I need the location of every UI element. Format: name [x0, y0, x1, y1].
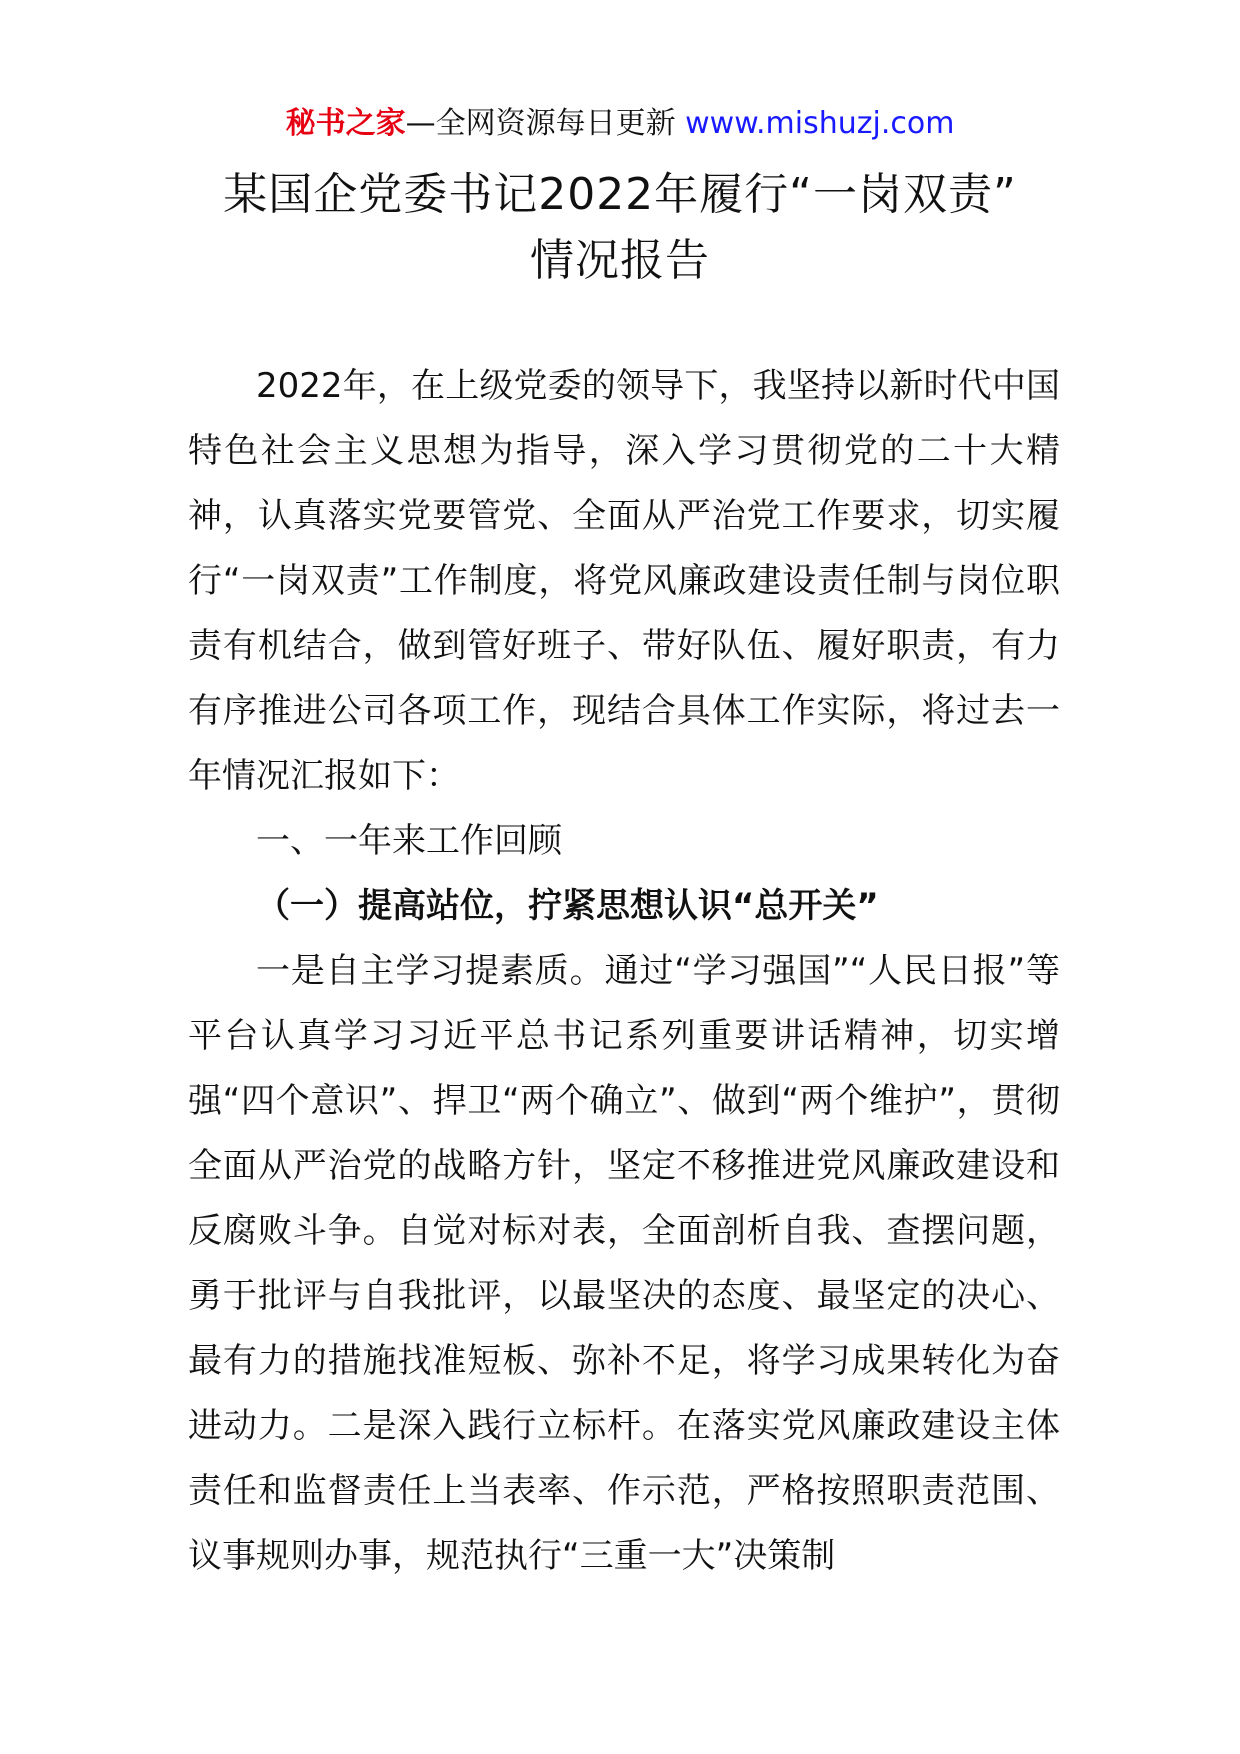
site-url-link[interactable]: www.mishuzj.com: [685, 106, 955, 141]
document-title: [0, 162, 1240, 294]
section-heading-1: 一、一年来工作回顾: [256, 821, 562, 861]
title-line-1: 某国企党委书记2022年履行“一岗双责”: [223, 169, 1017, 220]
body-paragraph-1: 一是自主学习提素质。通过“学习强国”“人民日报”等平台认真学习习近平总书记系列重要讲话精神，切实增强“四个意识”、捍卫“两个确立”、做到“两个维护”，贯彻全面从严治党的战略方针，坚定不移推进党风廉政建设和反腐败斗争。自觉对标对表，全面剖析自我、查摆问题，勇于批评与自我批评，以最坚决的态度、最坚定的决心、最有力的措施找准短板、弥补不足，将学习成果转化为奋进动力。二是深入践行立标杆。在落实党风廉政建设主体责任和监督责任上当表率、作示范，严格按照职责范围、议事规则办事，规范执行“三重一大”决策制: [188, 951, 1060, 1576]
site-brand: 秘书之家: [285, 106, 406, 141]
site-header: [0, 100, 1240, 148]
intro-paragraph: 2022年，在上级党委的领导下，我坚持以新时代中国特色社会主义思想为指导，深入学习贯彻党的二十大精神，认真落实党要管党、全面从严治党工作要求，切实履行“一岗双责”工作制度，将党风廉政建设责任制与岗位职责有机结合，做到管好班子、带好队伍、履好职责，有力有序推进公司各项工作，现结合具体工作实际，将过去一年情况汇报如下：: [188, 366, 1060, 796]
document-body: [188, 354, 1060, 1589]
title-line-2: 情况报告: [530, 235, 710, 286]
subsection-heading-1: （一）提高站位，拧紧思想认识“总开关”: [256, 886, 879, 926]
site-slogan: —全网资源每日更新: [405, 106, 686, 141]
